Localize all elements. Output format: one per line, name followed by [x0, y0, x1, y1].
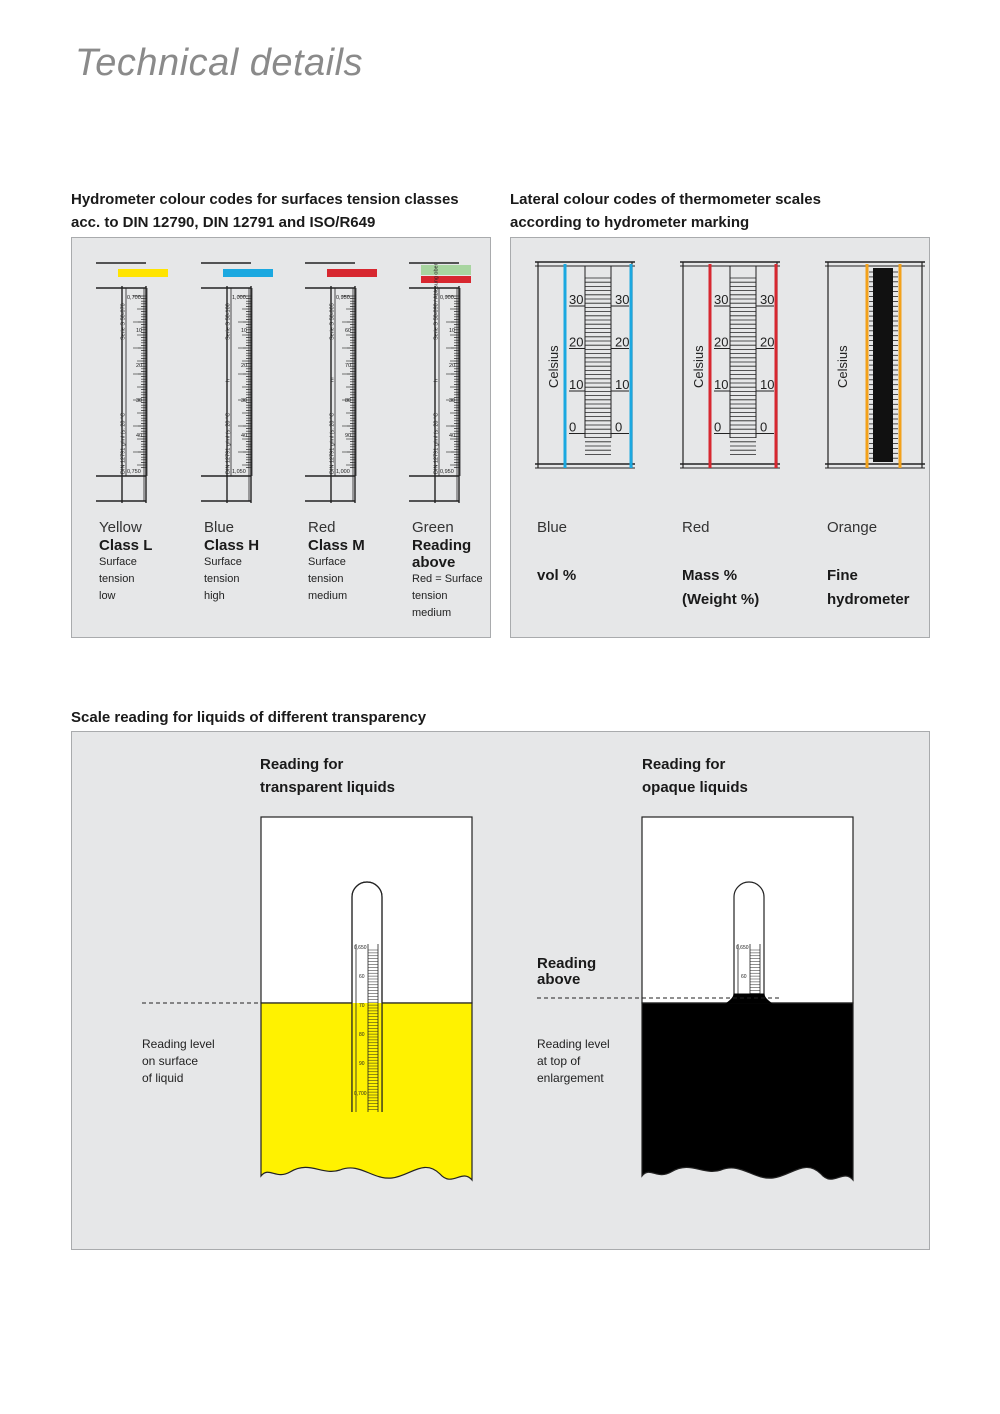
transparent-side-line: of liquid	[142, 1071, 184, 1085]
hydrometer-colour-name: Yellow	[99, 519, 142, 536]
scale-value: 30	[569, 292, 584, 307]
scale-value: 30	[714, 292, 729, 307]
thermometer-1	[680, 262, 780, 468]
colour-band	[327, 269, 377, 277]
scale-top-value: 1,000	[232, 295, 246, 301]
transparent-heading-line1: Reading for	[260, 756, 344, 773]
thermometer-meaning	[827, 564, 937, 612]
scale-tick-label: 60	[741, 974, 747, 980]
liquid-opaque	[642, 1003, 853, 1180]
thermometer-0	[535, 262, 635, 468]
thermometer-colour-name: Red	[682, 519, 710, 536]
scale-value: 10	[615, 377, 630, 392]
thermometer-panel	[510, 237, 930, 638]
scale-bottom-value: 1,000	[336, 469, 350, 475]
scale-top-value: 0,650	[354, 945, 367, 951]
scale-reading-heading: Scale reading for liquids of different transparency	[71, 709, 427, 726]
celsius-label: Celsius	[835, 345, 850, 388]
opaque-heading-line1: Reading for	[642, 756, 726, 773]
hydrometer-section-heading	[71, 188, 459, 234]
scale-tick-label: 70	[359, 1003, 365, 1009]
din-label: DIN 12791 g/ml (s. 20 °C	[329, 412, 336, 474]
din-label: DIN 12791 g/ml (s. 20 °C	[225, 412, 232, 474]
scale-tick-label: 80	[345, 398, 352, 404]
thermometer-colour-name: Blue	[537, 519, 568, 536]
hydrometer-desc-line: low	[99, 590, 116, 602]
din-label: DIN 12791 g/ml (s. 20 °C	[120, 412, 127, 474]
transparent-heading-line2: transparent liquids	[260, 779, 396, 796]
thermometer-section-heading	[510, 188, 821, 234]
reading-above-line: Reading	[537, 955, 597, 972]
scale-value: 10	[760, 377, 775, 392]
scale-value: 20	[615, 334, 630, 350]
reading-above-line: above	[537, 971, 581, 988]
scale-tick-label: 30	[449, 398, 456, 404]
scale-value: 0	[760, 419, 768, 435]
thermometer-meaning	[537, 564, 647, 588]
thermometer-meaning-line: (Weight %)	[682, 591, 760, 608]
scale-tick-label: 60	[359, 974, 365, 980]
series-label: Serie S 50-090 / Ablesung oben	[433, 262, 440, 340]
scale-bottom-value: 0,700	[354, 1091, 367, 1097]
scale-tick-label: 10	[241, 328, 248, 334]
hydrometer-desc-line: high	[204, 590, 225, 602]
thermometer-label-0	[537, 519, 647, 588]
scale-top-value: 0,650	[736, 945, 749, 951]
hydrometer-class-name: Class M	[308, 537, 365, 554]
hydrometer-desc-line: tension	[308, 573, 344, 585]
transparent-diagram	[142, 817, 472, 1180]
hydrometer-class-name: Class H	[204, 537, 260, 554]
hydrometer-0	[96, 263, 168, 503]
scale-value: 0	[714, 419, 722, 435]
scale-tick-label: 10	[136, 328, 143, 334]
scale-tick-label: 40	[449, 433, 456, 439]
scale-bottom-value: 0,950	[440, 469, 454, 475]
hydrometer-desc-line: Surface	[99, 556, 137, 568]
hydrometer-colour-name: Blue	[204, 519, 235, 536]
thermometer-colour-name: Orange	[827, 519, 878, 536]
scale-tick-label: 90	[359, 1061, 365, 1067]
hydrometer-desc-line: Red = Surface	[412, 573, 483, 585]
scale-tick-label: 80	[359, 1032, 365, 1038]
hydrometer-desc-line: medium	[412, 607, 452, 619]
scale-value: 10	[714, 377, 729, 392]
mid-letter: h	[433, 378, 440, 382]
thermometer-meaning-line: Mass %	[682, 567, 738, 584]
scale-value: 20	[569, 334, 584, 350]
scale-value: 10	[569, 377, 584, 392]
scale-top-value: 0,900	[440, 295, 454, 301]
hydrometer-label-1	[204, 519, 294, 605]
thermometer-2	[825, 262, 925, 468]
mid-letter: m	[329, 377, 336, 382]
thermometer-meaning-line: vol %	[537, 567, 577, 584]
transparent-side-line: on surface	[142, 1054, 199, 1068]
opaque-side-line: Reading level	[537, 1037, 610, 1051]
opaque-diagram	[537, 817, 853, 1180]
scale-value: 0	[569, 419, 577, 435]
din-label: DIN 12791 g/ml (s. 20 °C	[433, 412, 440, 474]
celsius-label: Celsius	[691, 345, 706, 388]
thermometer-drawings	[511, 238, 931, 478]
thermometer-meaning	[682, 564, 792, 612]
hydrometer-desc-line: tension	[412, 590, 448, 602]
scale-value: 30	[615, 292, 630, 307]
scale-bottom-value: 0,750	[127, 469, 141, 475]
scale-tick-label: 30	[136, 398, 143, 404]
series-label: Serie S 50-100	[225, 303, 232, 340]
hydrometer-3	[409, 262, 471, 503]
scale-value: 20	[714, 334, 729, 350]
colour-band	[421, 276, 471, 283]
hydrometer-desc-line: tension	[204, 573, 240, 585]
opaque-side-line: enlargement	[537, 1071, 604, 1085]
hydrometer-2	[305, 263, 377, 503]
hydrometer-desc-line: Surface	[308, 556, 346, 568]
colour-band	[223, 269, 273, 277]
fine-scale-fill	[873, 268, 893, 462]
thermometer-meaning-line: Fine	[827, 567, 858, 584]
hydrometer-colour-name: Green	[412, 519, 454, 536]
scale-reading-panel	[71, 731, 930, 1250]
hydrometer-1	[201, 263, 273, 503]
scale-value: 30	[760, 292, 775, 307]
scale-bottom-value: 1,050	[232, 469, 246, 475]
celsius-label: Celsius	[546, 345, 561, 388]
scale-tick-label: 30	[241, 398, 248, 404]
scale-reading-drawings	[72, 732, 931, 1251]
opaque-side-line: at top of	[537, 1054, 581, 1068]
mid-letter: h	[225, 378, 232, 382]
hydrometer-class-name: Reading above	[412, 537, 472, 571]
hydrometer-heading-line2: acc. to DIN 12790, DIN 12791 and ISO/R649	[71, 214, 376, 231]
scale-tick-label: 70	[345, 363, 352, 369]
scale-top-value: 0,700	[127, 295, 141, 301]
thermometer-label-2	[827, 519, 937, 612]
hydrometer-desc-line: medium	[308, 590, 348, 602]
scale-value: 0	[615, 419, 623, 435]
scale-top-value: 0,950	[336, 295, 350, 301]
scale-tick-label: 20	[241, 363, 248, 369]
opaque-heading-line2: opaque liquids	[642, 779, 748, 796]
scale-tick-label: 40	[136, 433, 143, 439]
scale-tick-label: 90	[345, 433, 352, 439]
colour-band	[421, 265, 471, 275]
scale-value: 20	[760, 334, 775, 350]
hydrometer-desc-line: tension	[99, 573, 135, 585]
hydrometer-label-0	[99, 519, 189, 605]
scale-tick-label: 60	[345, 328, 352, 334]
series-label: Serie S 50-005	[329, 303, 336, 340]
hydrometer-heading-line1: Hydrometer colour codes for surfaces tension classes	[71, 191, 459, 208]
thermometer-label-1	[682, 519, 792, 612]
hydrometer-class-name: Class L	[99, 537, 153, 554]
scale-tick-label: 10	[449, 328, 456, 334]
hydrometer-colour-name: Red	[308, 519, 336, 536]
hydrometer-desc-line: Surface	[204, 556, 242, 568]
scale-tick-label: 20	[449, 363, 456, 369]
series-label: Serie S 50-070	[120, 303, 127, 340]
hydrometer-label-2	[308, 519, 398, 605]
thermometer-meaning-line: hydrometer	[827, 591, 910, 608]
page-title: Technical details	[75, 42, 364, 84]
hydrometer-drawings	[72, 238, 492, 508]
scale-tick-label: 40	[241, 433, 248, 439]
transparent-side-line: Reading level	[142, 1037, 215, 1051]
thermometer-heading-line1: Lateral colour codes of thermometer scales	[510, 191, 821, 208]
scale-tick-label: 20	[136, 363, 143, 369]
hydrometer-panel	[71, 237, 491, 638]
thermometer-heading-line2: according to hydrometer marking	[510, 214, 750, 231]
colour-band	[118, 269, 168, 277]
hydrometer-label-3	[412, 519, 502, 622]
